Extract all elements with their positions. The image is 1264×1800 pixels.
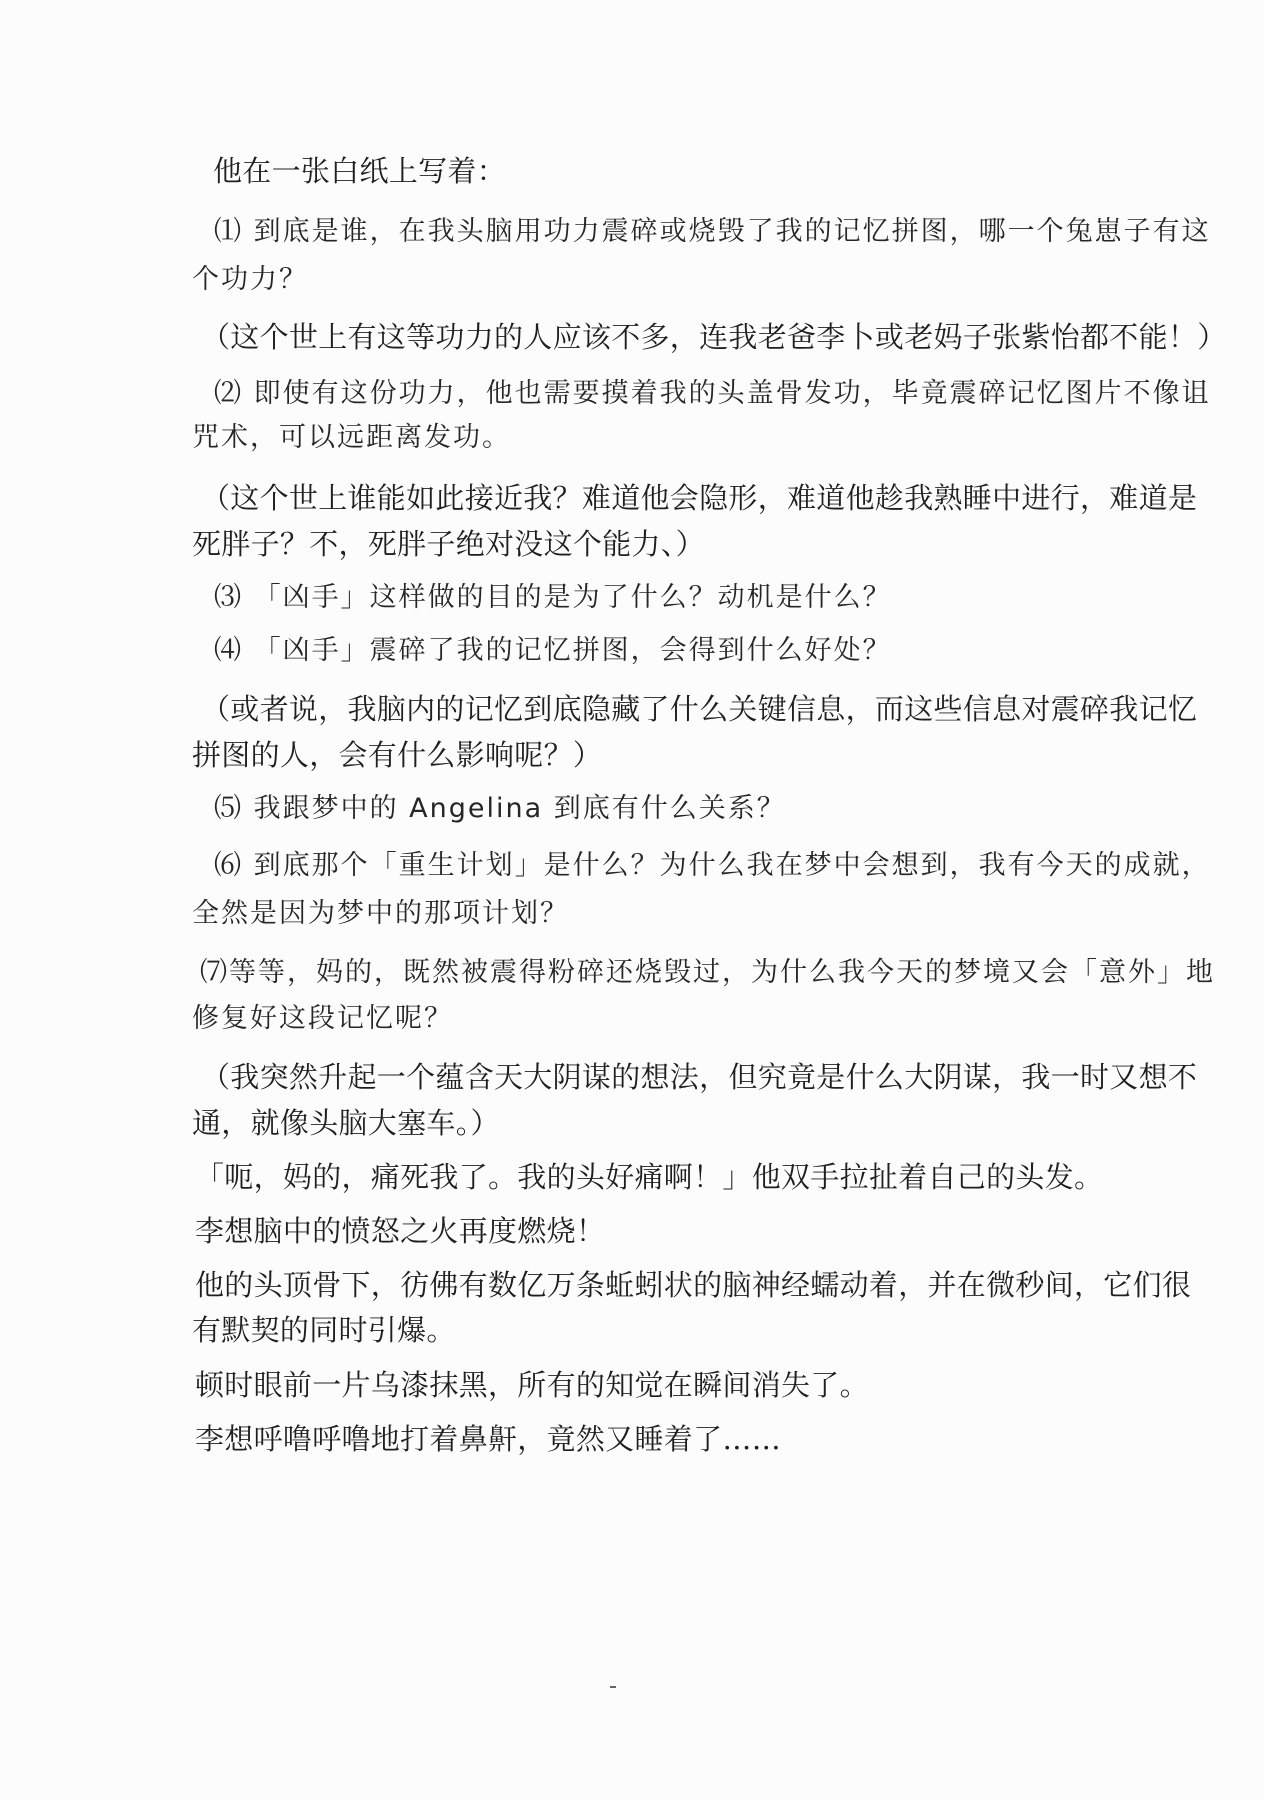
text-line: 他在一张白纸上写着： [213, 154, 507, 188]
text-line: 死胖子？不，死胖子绝对没这个能力、） [192, 527, 705, 561]
text-line: 李想呼噜呼噜地打着鼻鼾，竟然又睡着了…… [195, 1422, 782, 1456]
text-line: （这个世上谁能如此接近我？难道他会隐形，难道他趁我熟睡中进行，难道是 [201, 481, 1198, 515]
text-line: 顿时眼前一片乌漆抹黑，所有的知觉在瞬间消失了。 [195, 1368, 869, 1402]
text-line: 有默契的同时引爆。 [192, 1313, 456, 1347]
text-line: ⑷ 「凶手」震碎了我的记忆拼图，会得到什么好处？ [214, 635, 892, 666]
text-line: 通，就像头脑大塞车。） [192, 1106, 500, 1140]
text-line: 咒术，可以远距离发功。 [192, 422, 511, 453]
text-line: 全然是因为梦中的那项计划？ [192, 898, 569, 929]
text-line: （这个世上有这等功力的人应该不多，连我老爸李卜或老妈子张紫怡都不能！） [201, 320, 1227, 354]
text-line: 拼图的人，会有什么影响呢？） [192, 738, 603, 772]
text-line: ⑶ 「凶手」这样做的目的是为了什么？动机是什么？ [214, 582, 892, 613]
text-line: ⑴ 到底是谁，在我头脑用功力震碎或烧毁了我的记忆拼图，哪一个兔崽子有这 [214, 216, 1211, 247]
text-line: （或者说，我脑内的记忆到底隐藏了什么关键信息，而这些信息对震碎我记忆 [201, 692, 1198, 726]
text-line: 修复好这段记忆呢？ [192, 1003, 453, 1034]
text-line: ⑸ 我跟梦中的 Angelina 到底有什么关系？ [214, 793, 786, 824]
text-line: 他的头顶骨下，彷佛有数亿万条蚯蚓状的脑神经蠕动着，并在微秒间，它们很 [195, 1268, 1192, 1302]
text-line: 李想脑中的愤怒之火再度燃烧！ [195, 1214, 606, 1248]
scan-speck [610, 1686, 616, 1688]
text-line: （我突然升起一个蕴含天大阴谋的想法，但究竟是什么大阴谋，我一时又想不 [201, 1060, 1198, 1094]
text-line: ⑺等等，妈的，既然被震得粉碎还烧毁过，为什么我今天的梦境又会「意外」地 [200, 957, 1215, 988]
text-line: ⑵ 即使有这份功力，他也需要摸着我的头盖骨发功，毕竟震碎记忆图片不像诅 [214, 378, 1211, 409]
text-line: 「呃，妈的，痛死我了。我的头好痛啊！」他双手拉扯着自己的头发。 [195, 1160, 1104, 1194]
text-line: 个功力？ [192, 264, 308, 295]
text-line: ⑹ 到底那个「重生计划」是什么？为什么我在梦中会想到，我有今天的成就， [214, 850, 1211, 881]
